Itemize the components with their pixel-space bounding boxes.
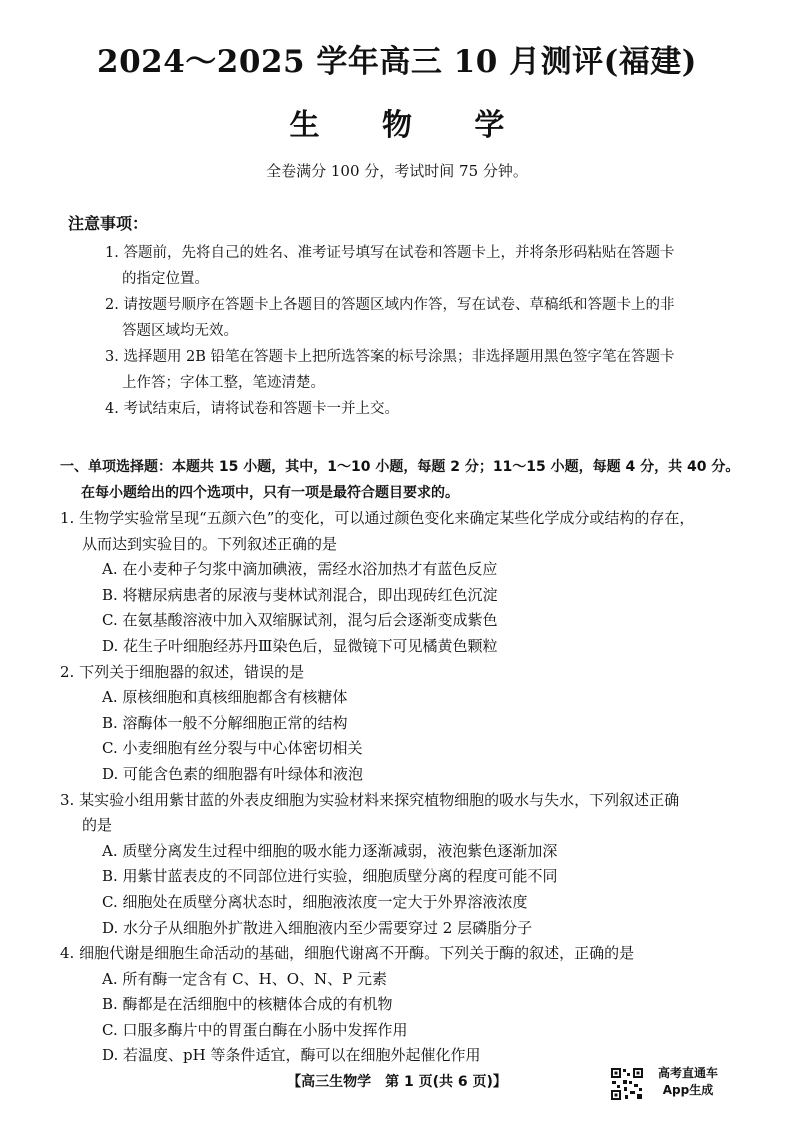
- subject-title: 生 物 学: [289, 108, 531, 143]
- option-c: C. 细胞处在质壁分离状态时，细胞液浓度一定大于外界溶液浓度: [102, 892, 528, 911]
- option-d: D. 若温度、pH 等条件适宜，酶可以在细胞外起催化作用: [102, 1046, 481, 1065]
- question-stem: 3. 某实验小组用紫甘蓝的外表皮细胞为实验材料来探究植物细胞的吸水与失水，下列叙述正确: [60, 790, 680, 809]
- notice-heading: 注意事项：: [68, 214, 149, 233]
- option-a: A. 质壁分离发生过程中细胞的吸水能力逐渐减弱，液泡紫色逐渐加深: [102, 841, 558, 860]
- brand-line: App生成: [662, 1083, 714, 1097]
- brand-label: [648, 1065, 728, 1099]
- qr-code-icon: [610, 1067, 644, 1101]
- question-stem: 1. 生物学实验常呈现“五颜六色”的变化，可以通过颜色变化来确定某些化学成分或结构的存在，: [60, 509, 695, 527]
- notice-line: 3. 选择题用 2B 铅笔在答题卡上把所选答案的标号涂黑；非选择题用黑色签字笔在答题卡: [105, 349, 675, 365]
- option-b: B. 用紫甘蓝表皮的不同部位进行实验，细胞质壁分离的程度可能不同: [102, 867, 558, 886]
- brand-watermark: [610, 1065, 730, 1105]
- option-c: C. 小麦细胞有丝分裂与中心体密切相关: [102, 739, 363, 758]
- question-3: [60, 788, 794, 942]
- option-b: B. 酶都是在活细胞中的核糖体合成的有机物: [102, 995, 393, 1014]
- section-heading: [60, 454, 794, 506]
- option-b: B. 将糖尿病患者的尿液与斐林试剂混合，即出现砖红色沉淀: [102, 585, 498, 604]
- question-2: [60, 660, 794, 788]
- question-stem-cont: 的是: [82, 816, 113, 835]
- notice-line: 答题区域均无效。: [122, 323, 238, 339]
- notice-line: 的指定位置。: [122, 271, 209, 287]
- brand-line: 高考直通车: [657, 1066, 718, 1080]
- question-list: [60, 506, 794, 1069]
- exam-title: 2024～2025 学年高三 10 月测评(福建): [97, 44, 697, 80]
- notice-line: 4. 考试结束后，请将试卷和答题卡一并上交。: [105, 401, 399, 417]
- question-stem: 4. 细胞代谢是细胞生命活动的基础，细胞代谢离不开酶。下列关于酶的叙述，正确的是: [60, 944, 635, 963]
- option-d: D. 水分子从细胞外扩散进入细胞液内至少需要穿过 2 层磷脂分子: [102, 918, 533, 937]
- notice-line: 1. 答题前，先将自己的姓名、准考证号填写在试卷和答题卡上，并将条形码粘贴在答题卡: [105, 245, 675, 261]
- option-a: A. 原核细胞和真核细胞都含有核糖体: [102, 688, 348, 707]
- option-d: D. 可能含色素的细胞器有叶绿体和液泡: [102, 764, 364, 783]
- question-stem: 2. 下列关于细胞器的叙述，错误的是: [60, 662, 305, 681]
- notice-line: 2. 请按题号顺序在答题卡上各题目的答题区域内作答，写在试卷、草稿纸和答题卡上的非: [105, 297, 675, 313]
- option-b: B. 溶酶体一般不分解细胞正常的结构: [102, 713, 348, 732]
- notice-line: 上作答；字体工整，笔迹清楚。: [122, 375, 325, 391]
- score-time-line: 全卷满分 100 分，考试时间 75 分钟。: [266, 162, 528, 180]
- option-c: C. 在氨基酸溶液中加入双缩脲试剂，混匀后会逐渐变成紫色: [102, 611, 498, 630]
- notice-list: [105, 240, 785, 422]
- section-line: 一、单项选择题：本题共 15 小题，其中，1～10 小题，每题 2 分；11～15 小题，每题 4 分，共 40 分。: [60, 459, 740, 475]
- question-1: [60, 506, 794, 660]
- option-a: A. 在小麦种子匀浆中滴加碘液，需经水浴加热才有蓝色反应: [102, 560, 498, 579]
- section-line: 在每小题给出的四个选项中，只有一项是最符合题目要求的。: [81, 485, 459, 501]
- question-stem-cont: 从而达到实验目的。下列叙述正确的是: [82, 534, 338, 553]
- option-c: C. 口服多酶片中的胃蛋白酶在小肠中发挥作用: [102, 1020, 408, 1039]
- option-a: A. 所有酶一定含有 C、H、O、N、P 元素: [102, 969, 387, 988]
- page-footer: 【高三生物学 第 1 页(共 6 页)】: [287, 1074, 507, 1090]
- option-d: D. 花生子叶细胞经苏丹Ⅲ染色后，显微镜下可见橘黄色颗粒: [102, 636, 498, 655]
- question-4: [60, 941, 794, 1069]
